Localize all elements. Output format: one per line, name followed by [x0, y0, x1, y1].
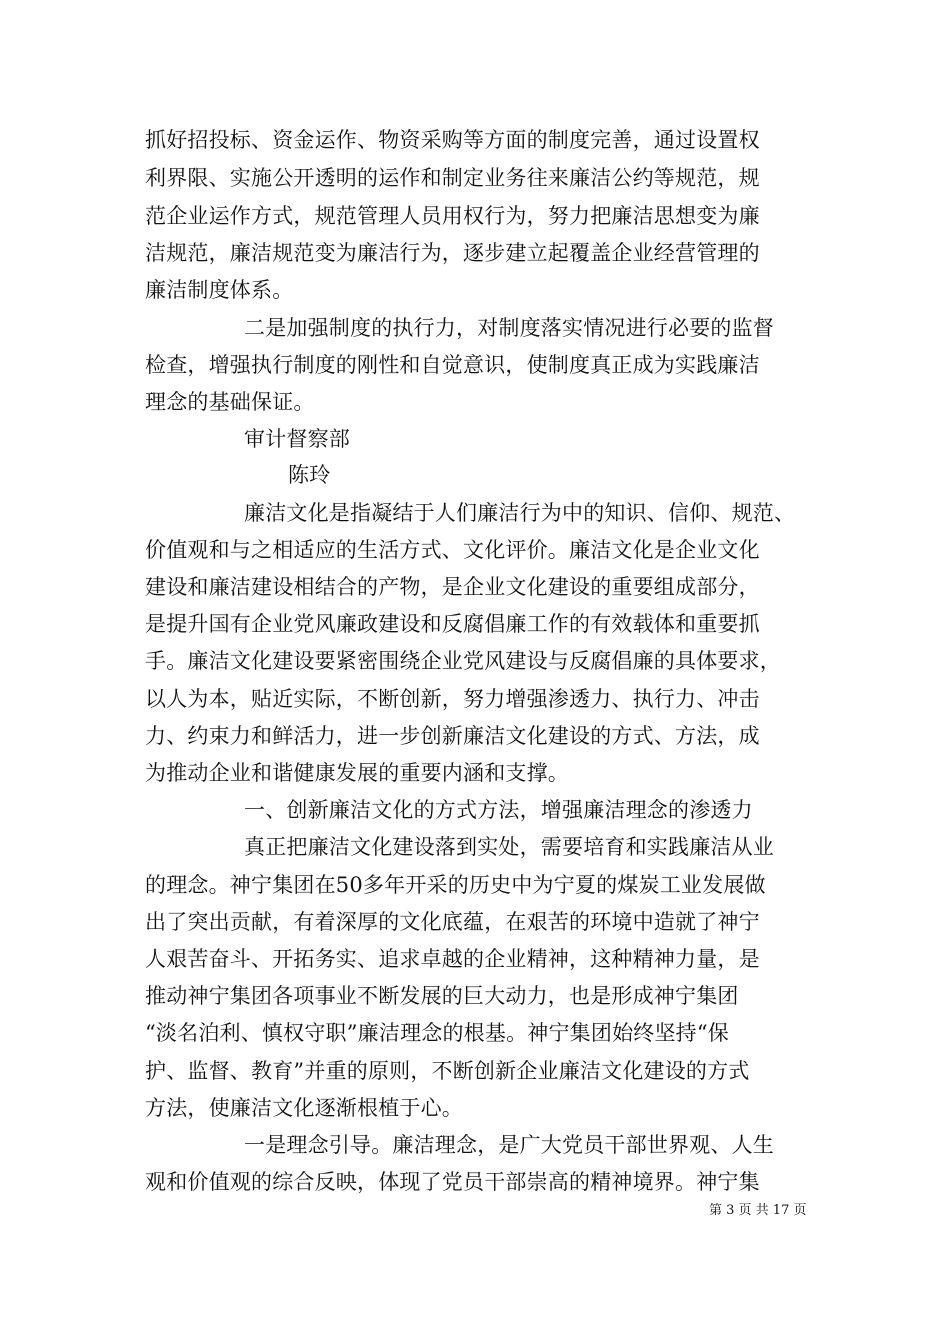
text-line: 是提升国有企业党风廉政建设和反腐倡廉工作的有效载体和重要抓	[145, 612, 760, 636]
text-line: 范企业运作方式，规范管理人员用权行为，努力把廉洁思想变为廉	[145, 204, 760, 228]
text-line: 洁规范，廉洁规范变为廉洁行为，逐步建立起覆盖企业经营管理的	[145, 241, 760, 265]
text-line: 的理念。神宁集团在50多年开采的历史中为宁夏的煤炭工业发展做	[145, 873, 766, 897]
text-line: 二是加强制度的执行力，对制度落实情况进行必要的监督	[244, 316, 774, 340]
text-line: 抓好招投标、资金运作、物资采购等方面的制度完善，通过设置权	[145, 128, 760, 152]
text-line: 利界限、实施公开透明的运作和制定业务往来廉洁公约等规范，规	[145, 166, 760, 190]
author-name: 陈玲	[288, 463, 331, 487]
text-line: 建设和廉洁建设相结合的产物，是企业文化建设的重要组成部分，	[145, 575, 760, 599]
text-line: 观和价值观的综合反映，体现了党员干部崇高的精神境界。神宁集	[145, 1170, 760, 1194]
text-line: 价值观和与之相适应的生活方式、文化评价。廉洁文化是企业文化	[145, 538, 760, 562]
text-line: 出了突出贡献，有着深厚的文化底蕴，在艰苦的环境中造就了神宁	[145, 910, 760, 934]
text-line: 力、约束力和鲜活力，进一步创新廉洁文化建设的方式、方法，成	[145, 724, 760, 748]
page-number: 第 3 页 共 17 页	[709, 1203, 807, 1218]
text-line: 推动神宁集团各项事业不断发展的巨大动力，也是形成神宁集团	[145, 984, 739, 1008]
text-line: 方法，使廉洁文化逐渐根植于心。	[145, 1096, 463, 1120]
text-line: 手。廉洁文化建设要紧密围绕企业党风建设与反腐倡廉的具体要求，	[145, 649, 781, 673]
text-line: 人艰苦奋斗、开拓务实、追求卓越的企业精神，这种精神力量，是	[145, 947, 760, 971]
text-line: 护、监督、教育”并重的原则，不断创新企业廉洁文化建设的方式	[145, 1059, 750, 1083]
section-heading: 一、创新廉洁文化的方式方法，增强廉洁理念的渗透力	[244, 798, 753, 822]
text-line: 以人为本，贴近实际，不断创新，努力增强渗透力、执行力、冲击	[145, 687, 760, 711]
text-line: 检查，增强执行制度的刚性和自觉意识，使制度真正成为实践廉洁	[145, 353, 760, 377]
text-line: “淡名泊利、慎权守职”廉洁理念的根基。神宁集团始终坚持“保	[145, 1021, 730, 1045]
text-line: 真正把廉洁文化建设落到实处，需要培育和实践廉洁从业	[244, 835, 774, 859]
text-line: 为推动企业和谐健康发展的重要内涵和支撑。	[145, 761, 569, 785]
text-line: 理念的基础保证。	[145, 390, 315, 414]
department-name: 审计督察部	[244, 427, 350, 451]
text-line: 廉洁制度体系。	[145, 278, 294, 302]
text-line: 廉洁文化是指凝结于人们廉洁行为中的知识、信仰、规范、	[244, 501, 796, 525]
text-line: 一是理念引导。廉洁理念，是广大党员干部世界观、人生	[244, 1133, 774, 1157]
